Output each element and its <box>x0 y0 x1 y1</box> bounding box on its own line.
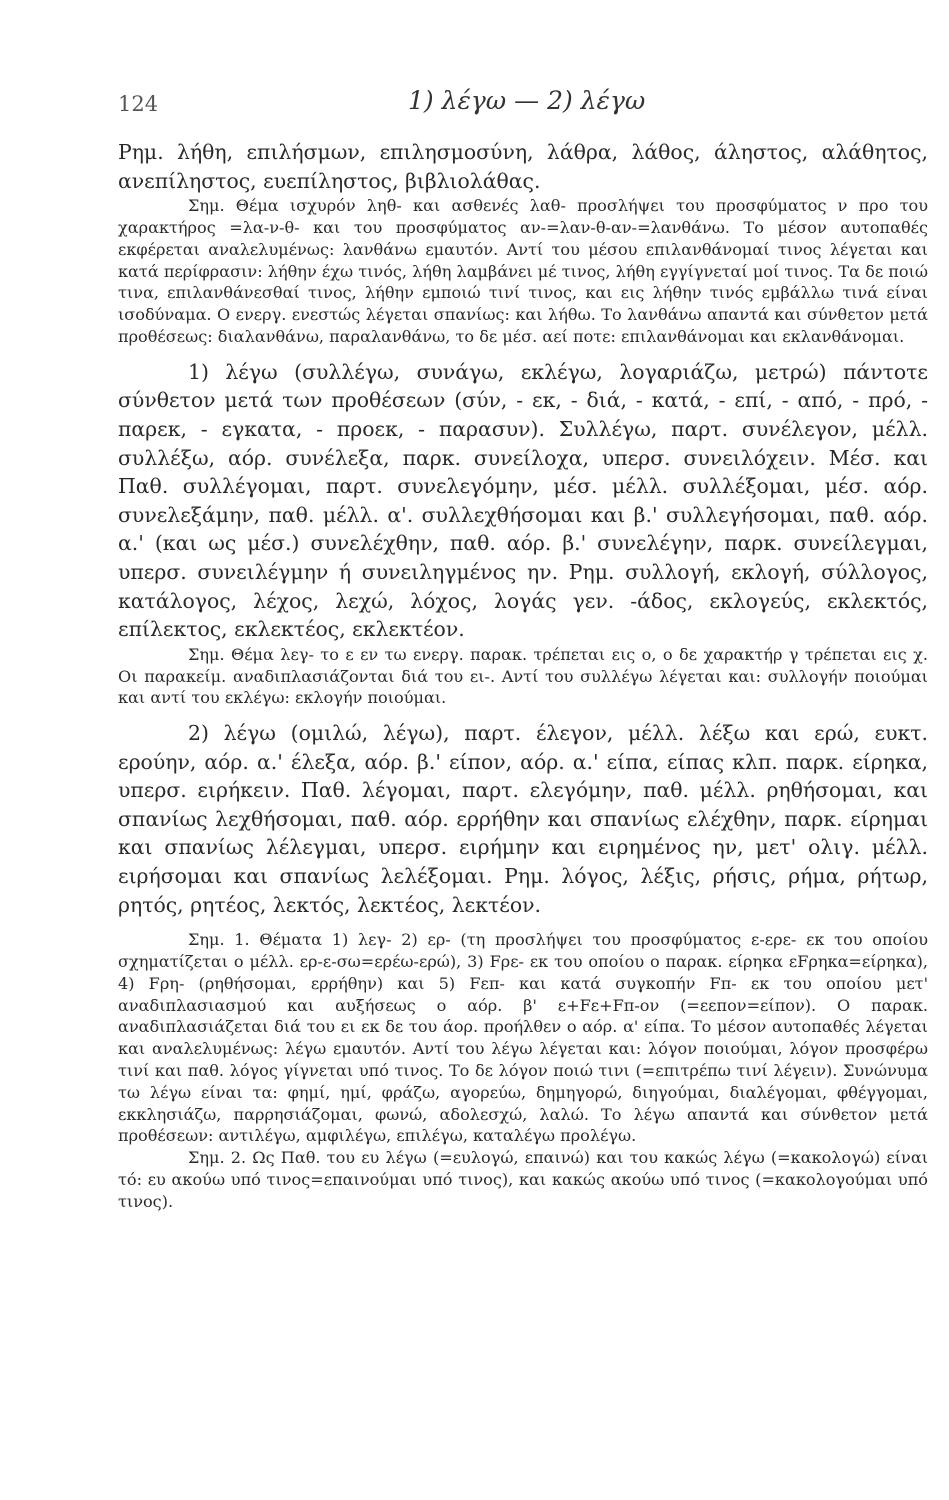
entry-lego-2: 2) λέγω (ομιλώ, λέγω), παρτ. έλεγον, μέλλ. λέξω και ερώ, ευκτ. ερούην, αόρ. α.' έλεξα, αόρ. β.' είπον, αόρ. α.' είπα, είπας κλπ. παρκ. είρηκα, υπερσ. ειρήκειν. Παθ. λέγομαι, παρτ. ελεγόμην, παθ. μέλλ. ρηθήσομαι, και σπανίως λεχθήσομαι, παθ. αόρ. ερρήθην και σπανίως ελέχθην, παρκ. είρημαι και σπανίως λέλεγμαι, υπερσ. ειρήμην και ειρημένος ην, μετ' ολιγ. μέλλ. ειρήσομαι και σπανίως λελέξομαι. Ρημ. λόγος, λέξις, ρήσις, ρήμα, ρήτωρ, ρητός, ρητέος, λεκτός, λεκτέος, λεκτέον. <box>118 721 928 917</box>
note-2-lego-2: Σημ. 2. Ως Παθ. του ευ λέγω (=ευλογώ, επαινώ) και του κακώς λέγω (=κακολογώ) είναι τό: ευ ακούω υπό τινος=επαινούμαι υπό τινος), και κακώς ακούω υπό τινος (=κακολογούμαι υπό τινος). <box>118 1148 928 1211</box>
page-number: 124 <box>118 92 159 116</box>
running-head: 1) λέγω — 2) λέγω <box>408 86 646 115</box>
entry-lego-1: 1) λέγω (συλλέγω, συνάγω, εκλέγω, λογαριάζω, μετρώ) πάντοτε σύνθετον μετά των προθέσεων (σύν, - εκ, - διά, - κατά, - επί, - από, - πρό, - παρεκ, - εγκατα, - προεκ, - παρασυν). Συλλέγω, παρτ. συνέλεγον, μέλλ. συλλέξω, αόρ. συνέλεξα, παρκ. συνείλοχα, υπερσ. συνειλόχειν. Μέσ. και Παθ. συλλέγομαι, παρτ. συνελεγόμην, μέσ. μέλλ. συλλέξομαι, μέσ. αόρ. συνελεξάμην, παθ. μέλλ. α'. συλλεχθήσομαι και β.' συλλεγήσομαι, παθ. αόρ. α.' (και ως μέσ.) συνελέχθην, παθ. αόρ. β.' συνελέγην, παρκ. συνείλεγμαι, υπερσ. συνειλέγμην ή συνειληγμένος ην. Ρημ. συλλογή, εκλογή, σύλλογος, κατάλογος, λέχος, λεχώ, λόχος, λογάς γεν. -άδος, εκλογεύς, εκλεκτός, επίλεκτος, εκλεκτέος, εκλεκτέον. <box>118 359 928 642</box>
page <box>118 86 928 1213</box>
paragraph-derivatives: Ρημ. λήθη, επιλήσμων, επιλησμοσύνη, λάθρα, λάθος, άληστος, αλάθητος, ανεπίληστος, ευεπίληστος, βιβλιολάθας. <box>118 140 928 193</box>
note-lanthano: Σημ. Θέμα ισχυρόν ληθ- και ασθενές λαθ- προσλήψει του προσφύματος ν προ του χαρακτήρος =λα-ν-θ- και του προσφύματος αν-=λαν-θ-αν-=λανθάνω. Το μέσον αυτοπαθές εκφέρεται αναλελυμένως: λανθάνω εμαυτόν. Αντί του μέσου επιλανθάνομαί τινος λέγεται και κατά περίφρασιν: λήθην έχω τινός, λήθη λαμβάνει μέ τινος, λήθη εγγίγνεταί μοί τινος. Τα δε ποιώ τινα, επιλανθάνεσθαί τινος, λήθην εμποιώ τινί τινος, και εις λήθην τινός εμβάλλω τινά είναι ισοδύναμα. Ο ενεργ. ενεστώς λέγεται σπανίως: και λήθω. Το λανθάνω απαντά και σύνθετον μετά προθέσεως: διαλανθάνω, παραλανθάνω, το δε μέσ. αεί ποτε: επιλανθάνομαι και εκλανθάνομαι. <box>118 196 928 346</box>
page-header <box>118 86 928 138</box>
note-1-lego-2: Σημ. 1. Θέματα 1) λεγ- 2) ερ- (τη προσλήψει του προσφύματος ε-ερε- εκ του οποίου σχηματίζεται ο μέλλ. ερ-ε-σω=ερέω-ερώ), 3) Fρε- εκ του οποίου ο παρακ. είρηκα εFρηκα=είρηκα), 4) Fρη- (ρηθήσομαι, ερρήθην) και 5) Fεπ- και κατά συγκοπήν Fπ- εκ του οποίου μετ' αναδιπλασιασμού και αυξήσεως ο αόρ. β' ε+Fε+Fπ-ον (=εεπον=είπον). Ο παρακ. αναδιπλασιάζεται διά του ει εκ δε του άορ. προήλθεν ο αόρ. α' είπα. Το μέσον αυτοπαθές λέγεται και αναλελυμένως: λέγω εμαυτόν. Αντί του λέγω λέγεται και: λόγον ποιούμαι, λόγον προσφέρω τινί και παθ. λόγος γίγνεται υπό τινος. Το δε λόγον ποιώ τινι (=επιτρέπω τινί λέγειν). Συνώνυμα τω λέγω είναι τα: φημί, ημί, φράζω, αγορεύω, δημηγορώ, διηγούμαι, διαλέγομαι, φθέγγομαι, εκκλησιάζω, παρρησιάζομαι, φωνώ, αδολεσχώ, λαλώ. Το λέγω απαντά και σύνθετον μετά προθέσεων: αντιλέγω, αμφιλέγω, επιλέγω, καταλέγω προλέγω. <box>118 930 928 1146</box>
note-lego-1: Σημ. Θέμα λεγ- το ε εν τω ενεργ. παρακ. τρέπεται εις ο, ο δε χαρακτήρ γ τρέπεται εις χ. Οι παρακείμ. αναδιπλασιάζονται διά του ει-. Αντί του συλλέγω λέγεται και: συλλογήν ποιούμαι και αντί του εκλέγω: εκλογήν ποιούμαι. <box>118 644 928 708</box>
